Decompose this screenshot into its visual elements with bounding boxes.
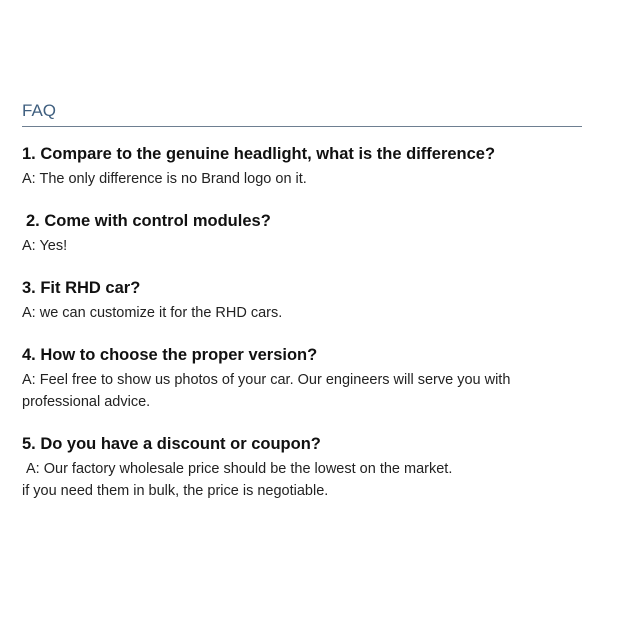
faq-section bbox=[22, 100, 582, 522]
faq-item-4 bbox=[22, 344, 582, 413]
faq-answer: A: Feel free to show us photos of your car. Our engineers will serve you with bbox=[22, 372, 511, 388]
faq-question: 1. Compare to the genuine headlight, what is the difference? bbox=[22, 145, 496, 163]
faq-title: FAQ bbox=[22, 100, 582, 127]
faq-answer-continued: if you need them in bulk, the price is negotiable. bbox=[22, 483, 329, 499]
faq-answer-continued: professional advice. bbox=[22, 394, 151, 410]
faq-question: 3. Fit RHD car? bbox=[22, 279, 141, 297]
faq-answer: A: The only difference is no Brand logo on it. bbox=[22, 171, 307, 187]
faq-answer: A: Yes! bbox=[22, 238, 68, 254]
faq-question: 2. Come with control modules? bbox=[26, 212, 271, 230]
faq-item-5 bbox=[22, 433, 582, 502]
faq-question: 5. Do you have a discount or coupon? bbox=[22, 435, 321, 453]
faq-item-1 bbox=[22, 143, 582, 190]
faq-answer: A: we can customize it for the RHD cars. bbox=[22, 305, 283, 321]
faq-item-2 bbox=[22, 210, 582, 257]
faq-answer: A: Our factory wholesale price should be the lowest on the market. bbox=[26, 461, 453, 477]
faq-question: 4. How to choose the proper version? bbox=[22, 346, 318, 364]
faq-item-3 bbox=[22, 277, 582, 324]
